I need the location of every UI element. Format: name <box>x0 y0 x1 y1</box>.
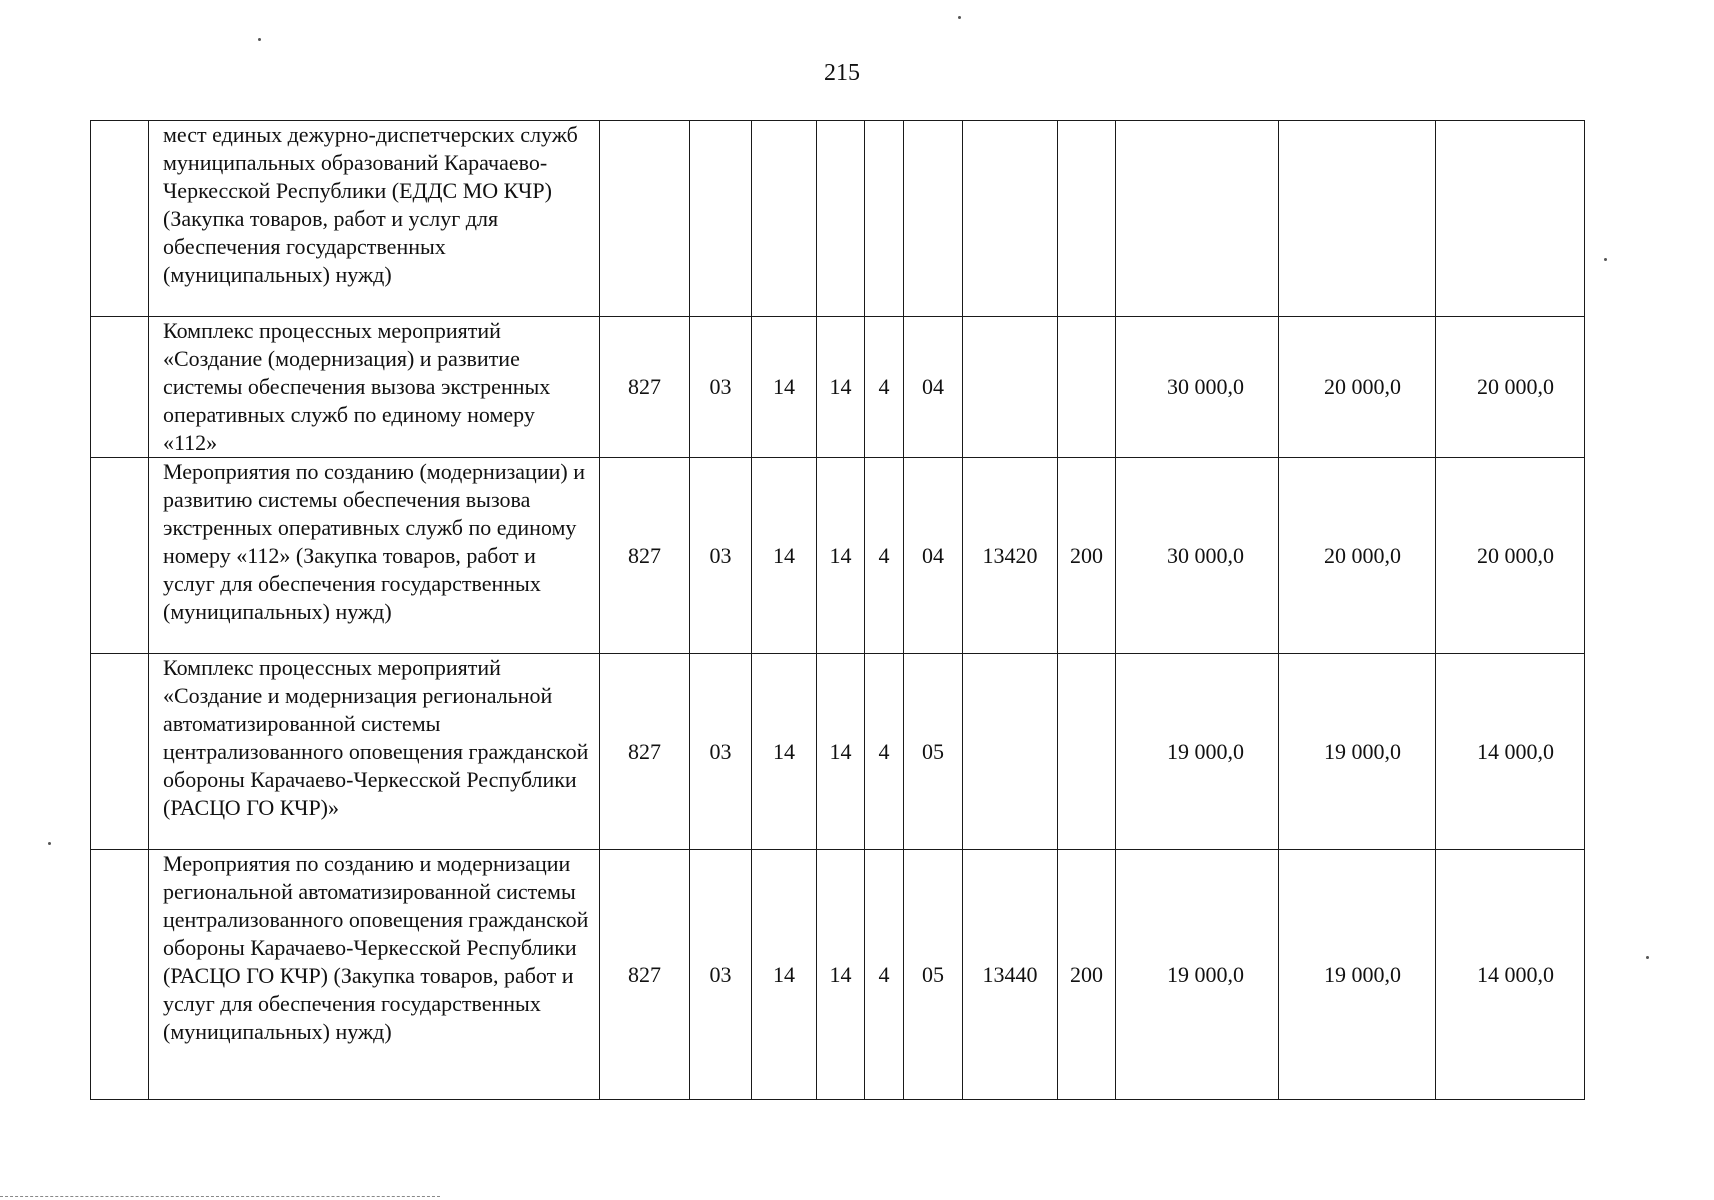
amount-year-1: 30 000,0 <box>1116 317 1279 458</box>
subprogram-event-code: 05 <box>904 850 963 1100</box>
row-description: Мероприятия по созданию (модернизации) и развитию системы обеспечения вызова экстренных оперативных служб по единому номеру «112» (Закупка товаров, работ и услуг для обеспечения государственных (муниципальных) нужд) <box>149 458 600 654</box>
scan-speck <box>958 16 961 19</box>
ministry-code: 827 <box>600 458 690 654</box>
section-code: 03 <box>690 458 752 654</box>
table-row <box>91 850 1585 1100</box>
amount-year-1 <box>1116 121 1279 317</box>
section-code <box>690 121 752 317</box>
expense-type-code <box>1058 654 1116 850</box>
row-number-cell <box>91 458 149 654</box>
section-code: 03 <box>690 850 752 1100</box>
amount-year-2: 20 000,0 <box>1279 458 1436 654</box>
section-code: 03 <box>690 317 752 458</box>
subsection-code: 14 <box>752 850 817 1100</box>
subprogram-type-code <box>865 121 904 317</box>
scan-speck <box>1604 258 1607 261</box>
row-number-cell <box>91 317 149 458</box>
program-code <box>817 121 865 317</box>
page-number: 215 <box>824 60 860 86</box>
table-row <box>91 317 1585 458</box>
ministry-code: 827 <box>600 654 690 850</box>
row-description: Мероприятия по созданию и модернизации региональной автоматизированной системы централизованного оповещения гражданской обороны Карачаево-Черкесской Республики (РАСЦО ГО КЧР) (Закупка товаров, работ и услуг для обеспечения государственных (муниципальных) нужд) <box>149 850 600 1100</box>
ministry-code: 827 <box>600 317 690 458</box>
expense-type-code <box>1058 121 1116 317</box>
row-number-cell <box>91 121 149 317</box>
subsection-code <box>752 121 817 317</box>
expense-type-code: 200 <box>1058 458 1116 654</box>
amount-year-1: 30 000,0 <box>1116 458 1279 654</box>
subsection-code: 14 <box>752 654 817 850</box>
scan-speck <box>1646 956 1649 959</box>
subprogram-type-code: 4 <box>865 317 904 458</box>
direction-code: 13420 <box>963 458 1058 654</box>
section-code: 03 <box>690 654 752 850</box>
subprogram-type-code: 4 <box>865 850 904 1100</box>
table-row <box>91 458 1585 654</box>
program-code: 14 <box>817 317 865 458</box>
row-description: Комплекс процессных мероприятий «Создание (модернизация) и развитие системы обеспечения вызова экстренных оперативных служб по единому номеру «112» <box>149 317 600 458</box>
row-description: Комплекс процессных мероприятий «Создание и модернизация региональной автоматизированной системы централизованного оповещения гражданской обороны Карачаево-Черкесской Республики (РАСЦО ГО КЧР)» <box>149 654 600 850</box>
amount-year-2: 19 000,0 <box>1279 654 1436 850</box>
row-number-cell <box>91 654 149 850</box>
subprogram-type-code: 4 <box>865 654 904 850</box>
amount-year-1: 19 000,0 <box>1116 850 1279 1100</box>
subsection-code: 14 <box>752 317 817 458</box>
ministry-code: 827 <box>600 850 690 1100</box>
direction-code <box>963 317 1058 458</box>
amount-year-2: 20 000,0 <box>1279 317 1436 458</box>
amount-year-3: 20 000,0 <box>1436 458 1585 654</box>
scan-speck <box>48 842 51 845</box>
scan-speck <box>258 38 261 41</box>
subprogram-event-code: 04 <box>904 317 963 458</box>
row-number-cell <box>91 850 149 1100</box>
direction-code <box>963 121 1058 317</box>
amount-year-3: 14 000,0 <box>1436 850 1585 1100</box>
amount-year-3: 20 000,0 <box>1436 317 1585 458</box>
program-code: 14 <box>817 850 865 1100</box>
amount-year-1: 19 000,0 <box>1116 654 1279 850</box>
subprogram-event-code: 04 <box>904 458 963 654</box>
subsection-code: 14 <box>752 458 817 654</box>
amount-year-3: 14 000,0 <box>1436 654 1585 850</box>
subprogram-event-code <box>904 121 963 317</box>
bottom-rule <box>0 1196 440 1197</box>
direction-code <box>963 654 1058 850</box>
subprogram-event-code: 05 <box>904 654 963 850</box>
program-code: 14 <box>817 458 865 654</box>
ministry-code <box>600 121 690 317</box>
expense-type-code: 200 <box>1058 850 1116 1100</box>
program-code: 14 <box>817 654 865 850</box>
direction-code: 13440 <box>963 850 1058 1100</box>
amount-year-2: 19 000,0 <box>1279 850 1436 1100</box>
subprogram-type-code: 4 <box>865 458 904 654</box>
budget-table <box>90 120 1585 1100</box>
row-description: мест единых дежурно-диспетчерских служб муниципальных образований Карачаево-Черкесской Республики (ЕДДС МО КЧР) (Закупка товаров, работ и услуг для обеспечения государственных (муниципальных) нужд) <box>149 121 600 317</box>
table-row <box>91 654 1585 850</box>
expense-type-code <box>1058 317 1116 458</box>
table-row <box>91 121 1585 317</box>
amount-year-3 <box>1436 121 1585 317</box>
amount-year-2 <box>1279 121 1436 317</box>
